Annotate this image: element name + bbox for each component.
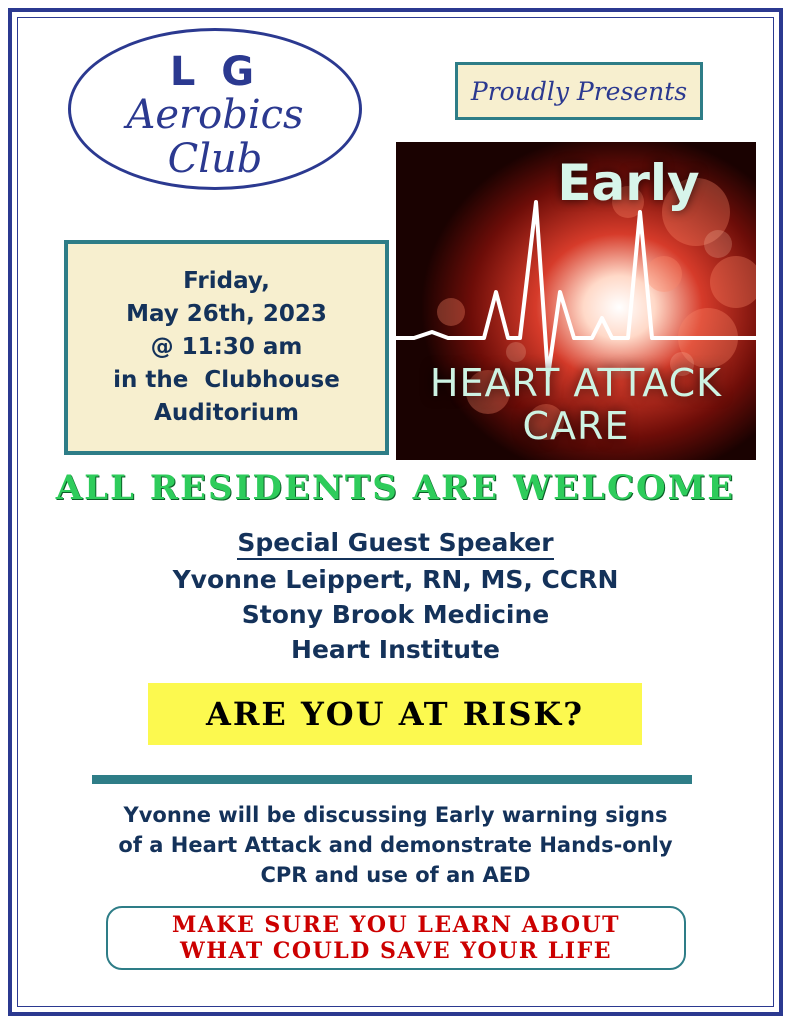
welcome-banner: ALL RESIDENTS ARE WELCOME — [55, 468, 736, 508]
logo-name-line1: Aerobics — [126, 92, 304, 138]
description-line3: CPR and use of an AED — [260, 863, 531, 887]
hero-title-line2: CARE — [522, 404, 630, 448]
section-divider — [92, 775, 692, 784]
speaker-name: Yvonne Leippert, RN, MS, CCRN — [172, 565, 619, 594]
risk-question-text: ARE YOU AT RISK? — [206, 695, 584, 733]
event-location-line1: in the Clubhouse — [113, 367, 340, 393]
event-details-box — [64, 240, 389, 455]
description-block — [0, 800, 791, 890]
description-line2: of a Heart Attack and demonstrate Hands-only — [118, 833, 673, 857]
proudly-presents-text: Proudly Presents — [470, 76, 688, 106]
club-logo — [68, 28, 362, 190]
event-day: Friday, — [183, 268, 270, 294]
risk-question-banner — [148, 683, 642, 745]
logo-initials: L G — [169, 49, 261, 95]
heart-attack-hero-image — [396, 142, 756, 460]
description-line1: Yvonne will be discussing Early warning signs — [123, 803, 668, 827]
event-date: May 26th, 2023 — [126, 301, 327, 327]
call-to-action-ribbon — [106, 906, 686, 970]
logo-name-line2: Club — [167, 136, 263, 182]
speaker-org-line1: Stony Brook Medicine — [241, 600, 550, 629]
cta-line2: WHAT COULD SAVE YOUR LIFE — [180, 938, 612, 964]
logo-name — [71, 93, 359, 181]
hero-title-line1: HEART ATTACK — [429, 361, 723, 405]
speaker-block — [0, 528, 791, 665]
speaker-org-line2: Heart Institute — [291, 635, 500, 664]
hero-word-early: Early — [557, 154, 700, 212]
speaker-heading: Special Guest Speaker — [237, 528, 553, 560]
hero-title — [396, 362, 756, 448]
event-location-line2: Auditorium — [154, 400, 299, 426]
event-time: @ 11:30 am — [150, 334, 303, 360]
proudly-presents-box — [455, 62, 703, 120]
cta-line1: MAKE SURE YOU LEARN ABOUT — [171, 912, 621, 938]
